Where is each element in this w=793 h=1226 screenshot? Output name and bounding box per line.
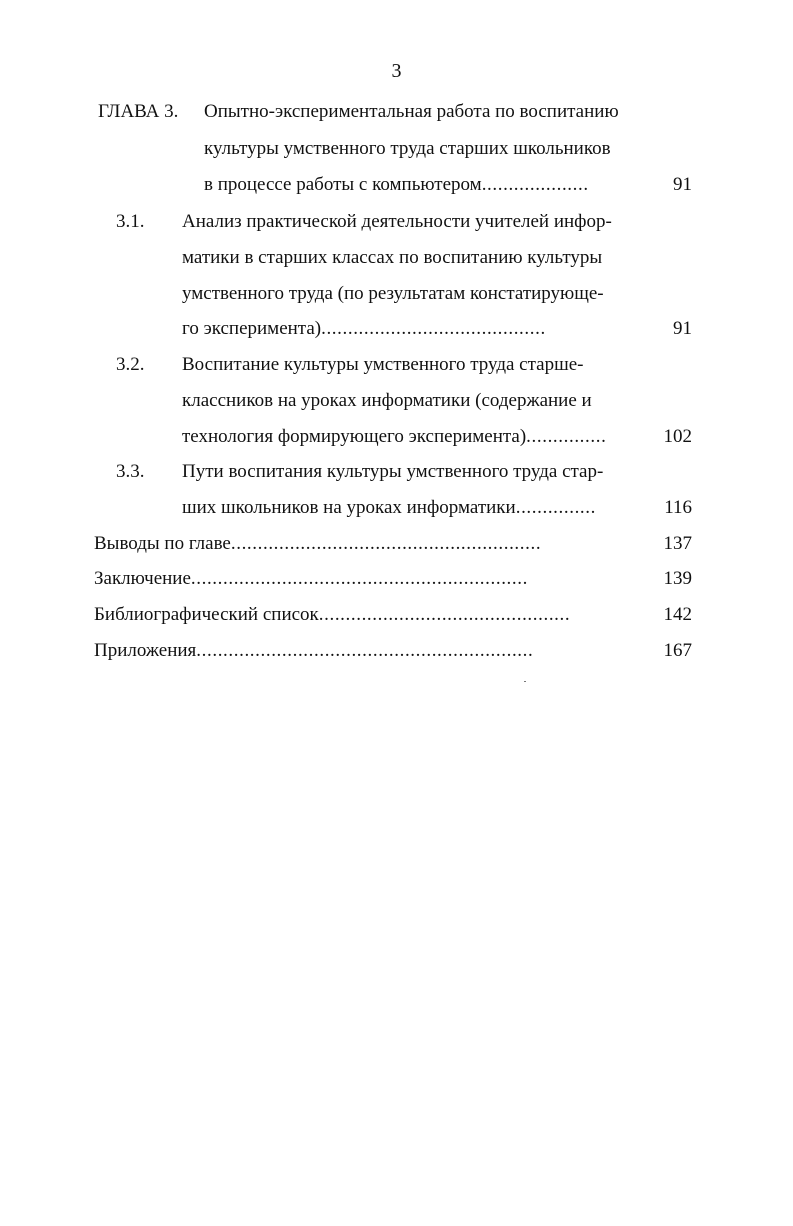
- section-title-line: ших школьников на уроках информатики...............: [182, 497, 596, 518]
- entry-title: Приложения...............................................................: [94, 640, 534, 661]
- dot-leader: ...............................................................: [190, 568, 528, 589]
- section-number: 3.2.: [116, 354, 145, 375]
- chapter-title-line: в процессе работы с компьютером....................: [204, 174, 589, 195]
- section-title-line: го эксперимента)..........................................: [182, 318, 546, 339]
- chapter-label: ГЛАВА 3.: [98, 101, 179, 122]
- entry-title: Библиографический список...............................................: [94, 604, 571, 625]
- dot-leader: ..........................................................: [230, 533, 542, 554]
- entry-title: Заключение...............................................................: [94, 568, 528, 589]
- section-page: 102: [663, 426, 692, 447]
- chapter-title-line: культуры умственного труда старших школьников: [204, 138, 611, 159]
- dot-leader: ..........................................: [321, 318, 546, 339]
- dot-leader: ...............................................................: [196, 640, 534, 661]
- section-title-line: технология формирующего эксперимента)...............: [182, 426, 607, 447]
- page-number: 3: [391, 60, 402, 82]
- chapter-page: 91: [673, 174, 692, 195]
- section-page: 116: [664, 497, 692, 518]
- dot-leader: ...............: [515, 497, 596, 518]
- section-title-line: матики в старших классах по воспитанию культуры: [182, 247, 603, 268]
- dot-leader: ....................: [481, 174, 589, 195]
- chapter-title-line: Опытно-экспериментальная работа по воспитанию: [204, 101, 619, 122]
- entry-title: Выводы по главе..........................................................: [94, 533, 542, 554]
- dot-leader: ...............: [526, 426, 607, 447]
- dot-leader: ...............................................: [318, 604, 571, 625]
- section-title-line: Пути воспитания культуры умственного труда стар-: [182, 461, 604, 482]
- entry-page: 167: [663, 640, 692, 661]
- section-title-line: умственного труда (по результатам констатирующе-: [182, 283, 604, 304]
- section-number: 3.1.: [116, 211, 145, 232]
- entry-page: 137: [663, 533, 692, 554]
- entry-page: 139: [663, 568, 692, 589]
- section-title-line: классников на уроках информатики (содержание и: [182, 390, 592, 411]
- section-page: 91: [673, 318, 692, 339]
- entry-page: 142: [663, 604, 692, 625]
- section-title-line: Анализ практической деятельности учителей инфор-: [182, 211, 612, 232]
- section-title-line: Воспитание культуры умственного труда старше-: [182, 354, 584, 375]
- scan-speck: [524, 681, 526, 682]
- section-number: 3.3.: [116, 461, 145, 482]
